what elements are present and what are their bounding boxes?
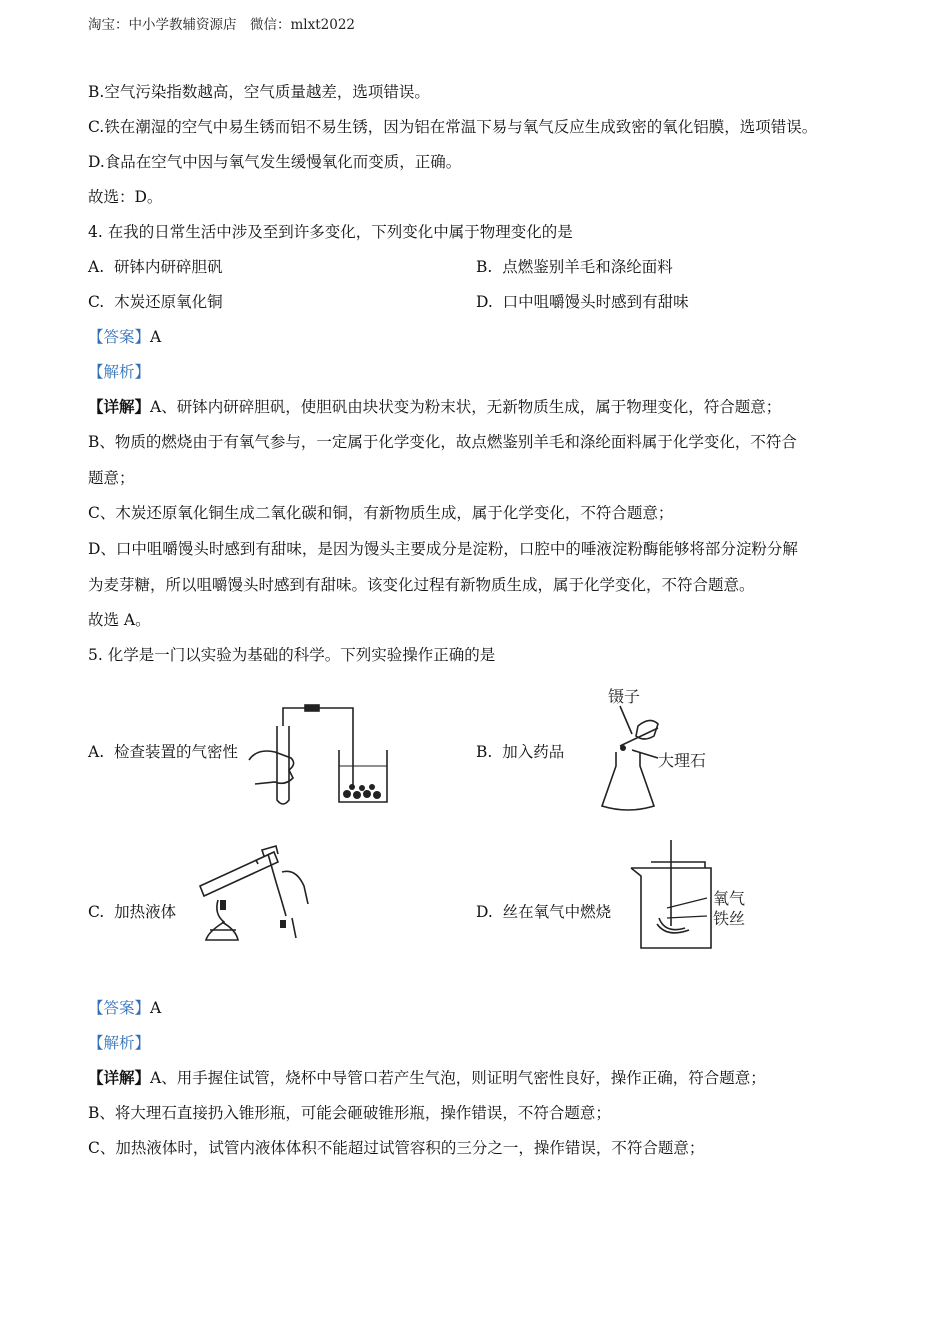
q4-detail-d1: D、口中咀嚼馒头时感到有甜味，是因为馒头主要成分是淀粉，口腔中的唾液淀粉酶能够将部分淀粉分解 xyxy=(88,540,798,558)
label-tweezers: 镊子 xyxy=(608,687,641,706)
q5-detail-a xyxy=(88,1068,766,1088)
q5-option-a-text: 检查装置的气密性 xyxy=(113,743,238,761)
q4-analysis-tag: 【解析】 xyxy=(88,363,151,381)
q4-option-c-text: 木炭还原氧化铜 xyxy=(114,293,223,311)
q5-answer-tag: 【答案】 xyxy=(88,999,151,1017)
q4-option-d xyxy=(476,292,689,312)
q4-detail-a-text: A、研钵内研碎胆矾，使胆矾由块状变为粉末状，无新物质生成，属于物理变化，符合题意； xyxy=(150,398,782,416)
q5-answer-value: A xyxy=(150,999,162,1017)
figure-heating-liquid xyxy=(196,842,316,952)
q5-detail-tag: 【详解】 xyxy=(88,1068,151,1087)
q4-option-c xyxy=(88,292,223,312)
q5-option-d-text: 丝在氧气中燃烧 xyxy=(502,903,612,921)
figure-combustion-in-oxygen xyxy=(627,838,767,958)
q5-option-c xyxy=(88,902,176,922)
figure-adding-reagent xyxy=(598,686,728,816)
q5-answer xyxy=(88,998,161,1018)
q4-option-d-letter: D. xyxy=(476,293,493,311)
q5-option-b-text: 加入药品 xyxy=(502,743,565,761)
q4-choice: 故选 A。 xyxy=(88,611,151,629)
q5-option-c-letter: C. xyxy=(88,903,105,921)
q5-option-d-letter: D. xyxy=(476,903,493,921)
q4-option-c-letter: C. xyxy=(88,293,105,311)
prev-option-d-explanation: D.食品在空气中因与氧气发生缓慢氧化而变质，正确。 xyxy=(88,153,462,171)
q5-option-a-letter: A. xyxy=(88,743,105,761)
q5-option-d xyxy=(476,902,611,922)
label-marble: 大理石 xyxy=(658,751,707,770)
q5-detail-b: B、将大理石直接扔入锥形瓶，可能会砸破锥形瓶，操作错误，不符合题意； xyxy=(88,1104,611,1122)
label-iron-wire: 铁丝 xyxy=(713,909,746,928)
q5-analysis-tag: 【解析】 xyxy=(88,1034,151,1052)
q4-option-a-text: 研钵内研碎胆矾 xyxy=(113,258,223,276)
q4-answer-tag: 【答案】 xyxy=(88,328,151,346)
q5-detail-a-text: A、用手握住试管，烧杯中导管口若产生气泡，则证明气密性良好，操作正确，符合题意； xyxy=(150,1069,766,1087)
q4-detail-d2: 为麦芽糖，所以咀嚼馒头时感到有甜味。该变化过程有新物质生成，属于化学变化，不符合题意。 xyxy=(88,576,755,594)
prev-option-c-explanation: C.铁在潮湿的空气中易生锈而铝不易生锈，因为铝在常温下易与氧气反应生成致密的氧化铝膜，选项错误。 xyxy=(88,118,818,136)
prev-option-b-explanation: B.空气污染指数越高，空气质量越差，选项错误。 xyxy=(88,83,430,101)
q5-option-c-text: 加热液体 xyxy=(114,903,177,921)
q4-detail-b2: 题意； xyxy=(88,469,135,487)
q4-answer xyxy=(88,327,161,347)
q4-detail-a xyxy=(88,397,781,417)
q4-option-a-letter: A. xyxy=(88,258,105,276)
q5-option-b-letter: B. xyxy=(476,743,493,761)
q4-stem: 4. 在我的日常生活中涉及至到许多变化，下列变化中属于物理变化的是 xyxy=(88,223,573,241)
page-header: 淘宝：中小学教辅资源店 微信：mlxt2022 xyxy=(88,17,356,33)
q4-answer-value: A xyxy=(150,328,162,346)
prev-choice: 故选：D。 xyxy=(88,188,163,206)
figure-airtightness-check xyxy=(245,700,395,810)
q4-option-d-text: 口中咀嚼馒头时感到有甜味 xyxy=(502,293,689,311)
q4-option-b xyxy=(476,257,673,277)
q5-option-a xyxy=(88,742,238,762)
q4-option-b-letter: B. xyxy=(476,258,493,276)
q4-option-a xyxy=(88,257,223,277)
q4-option-b-text: 点燃鉴别羊毛和涤纶面料 xyxy=(502,258,673,276)
label-oxygen: 氧气 xyxy=(713,889,746,908)
q5-detail-c: C、加热液体时，试管内液体体积不能超过试管容积的三分之一，操作错误，不符合题意； xyxy=(88,1139,705,1157)
q4-detail-b1: B、物质的燃烧由于有氧气参与，一定属于化学变化，故点燃鉴别羊毛和涤纶面料属于化学变化，不符合 xyxy=(88,433,797,451)
q5-stem: 5. 化学是一门以实验为基础的科学。下列实验操作正确的是 xyxy=(88,646,496,664)
q4-detail-tag: 【详解】 xyxy=(88,397,151,416)
q4-detail-c: C、木炭还原氧化铜生成二氧化碳和铜，有新物质生成，属于化学变化，不符合题意； xyxy=(88,504,674,522)
q5-option-b xyxy=(476,742,564,762)
